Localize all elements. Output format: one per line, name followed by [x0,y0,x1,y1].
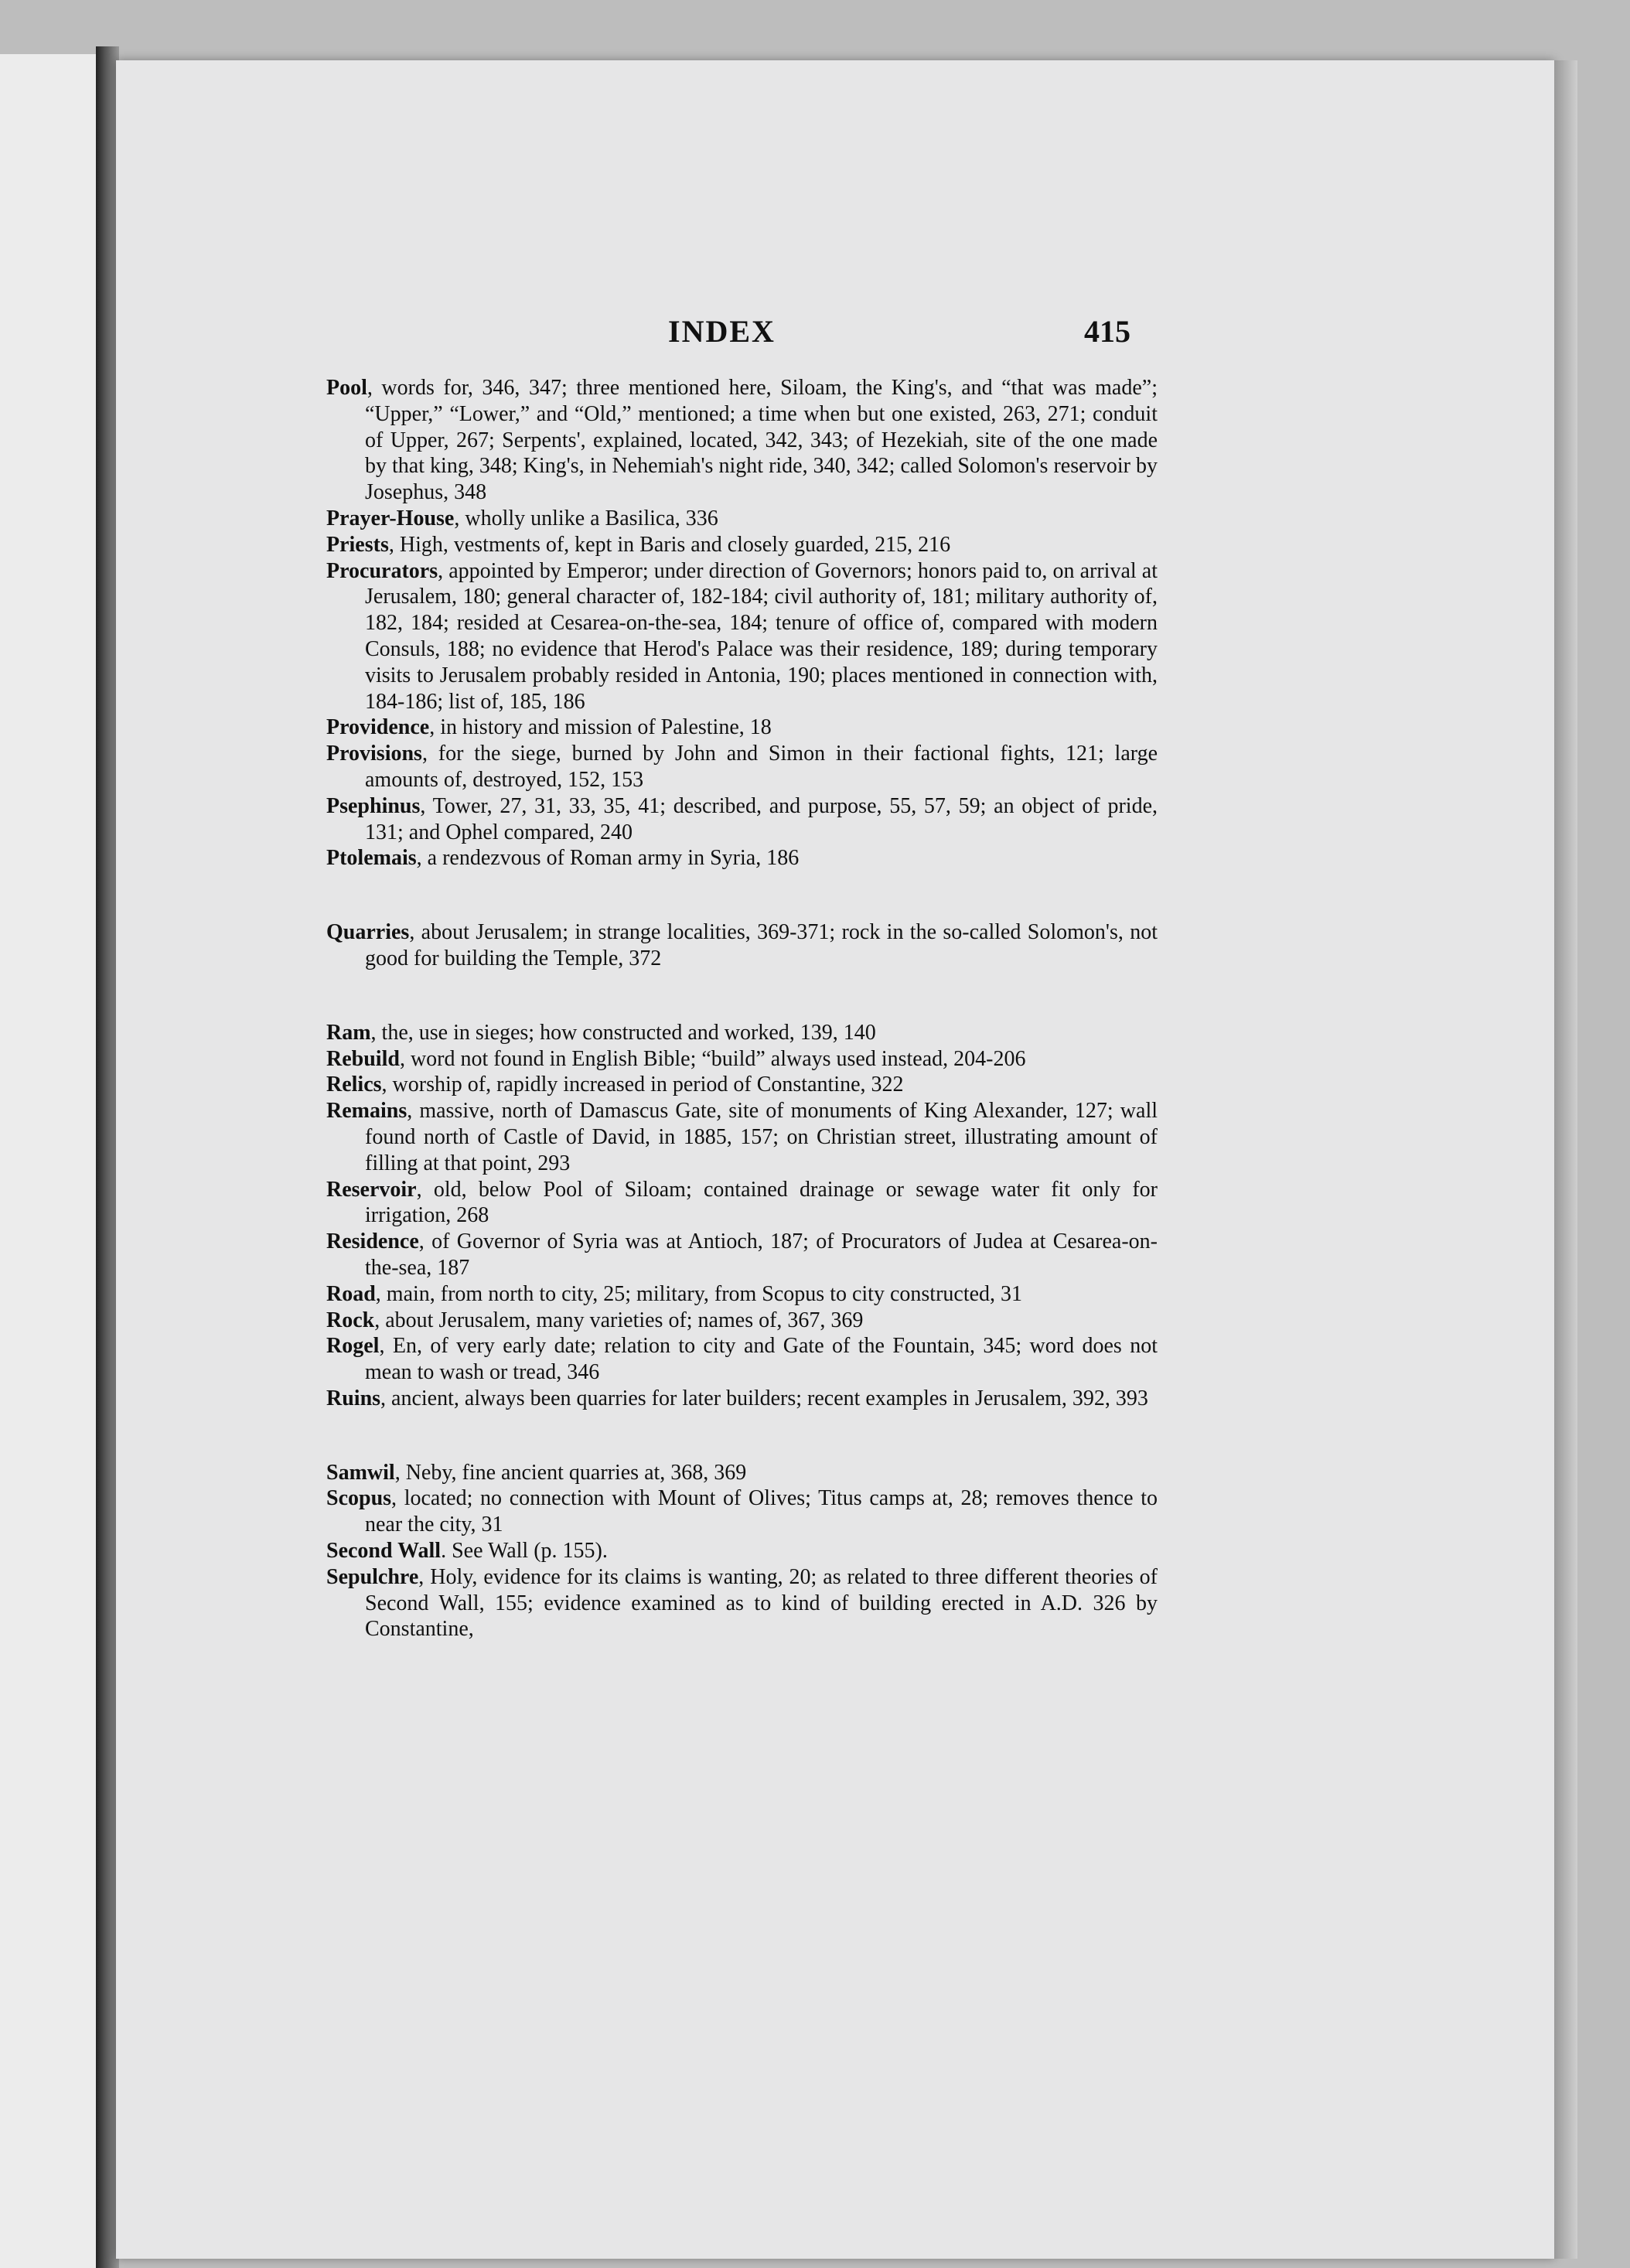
index-entry [326,1386,1158,1412]
index-list [326,375,1158,1642]
index-entry [326,1281,1158,1308]
index-entry [326,845,1158,871]
index-term: Samwil [326,1460,395,1485]
index-references: , En, of very early date; relation to city and Gate of the Fountain, 345; word does not mean to wash or tread, 346 [365,1334,1158,1385]
index-references: , of Governor of Syria was at Antioch, 187; of Procurators of Judea at Cesarea-on-the-sea, 187 [365,1229,1158,1280]
index-references: , about Jerusalem; in strange localities, 369-371; rock in the so-called Solomon's, not good for building the Temple, 372 [365,920,1158,970]
index-term: Ruins [326,1386,381,1410]
index-references: , massive, north of Damascus Gate, site of monuments of King Alexander, 127; wall found north of Castle of David, in 1885, 157; on Christian street, illustrating amount of filling at that point, 293 [365,1099,1158,1175]
index-term: Psephinus [326,793,421,818]
index-references: , ancient, always been quarries for later builders; recent examples in Jerusalem, 392, 393 [380,1386,1148,1410]
index-entry [326,375,1158,506]
letter-group [326,1460,1158,1643]
index-term: Remains [326,1099,408,1124]
index-entry [326,1229,1158,1281]
index-references: . See Wall (p. 155). [441,1539,608,1564]
index-entry [326,1333,1158,1386]
index-term: Ptolemais [326,846,417,871]
page-title: INDEX [668,314,776,349]
index-term: Ram [326,1020,371,1045]
index-term: Road [326,1281,376,1306]
index-references: , about Jerusalem, many varieties of; names of, 367, 369 [374,1308,864,1332]
index-term: Sepulchre [326,1564,419,1589]
index-references: , Tower, 27, 31, 33, 35, 41; described, and purpose, 55, 57, 59; an object of pride, 131; and Ophel compared, 240 [365,793,1158,844]
index-references: , main, from north to city, 25; military, from Scopus to city constructed, 31 [375,1281,1023,1306]
index-entry [326,793,1158,846]
index-references: , the, use in sieges; how constructed and worked, 139, 140 [370,1020,876,1045]
index-entry [326,1308,1158,1334]
page-stack-edge [1554,60,1577,2259]
index-references: , a rendezvous of Roman army in Syria, 186 [416,846,800,871]
index-references: , in history and mission of Palestine, 18 [429,715,772,740]
index-entry [326,1098,1158,1176]
index-references: , word not found in English Bible; “build” always used instead, 204-206 [399,1046,1026,1071]
index-entry [326,1538,1158,1564]
index-references: , worship of, rapidly increased in period of Constantine, 322 [381,1073,904,1097]
letter-group-gap [326,972,1158,1020]
index-term: Prayer-House [326,506,455,530]
letter-group [326,1020,1158,1412]
index-term: Rogel [326,1334,380,1359]
index-term: Rock [326,1308,375,1332]
index-entry [326,1460,1158,1486]
index-term: Procurators [326,558,438,583]
index-entry [326,1046,1158,1073]
index-entry [326,1072,1158,1098]
index-entry [326,1485,1158,1538]
index-term: Residence [326,1229,419,1254]
index-entry [326,506,1158,532]
letter-group-gap [326,1412,1158,1460]
index-term: Rebuild [326,1046,400,1071]
index-entry [326,741,1158,793]
index-entry [326,715,1158,741]
page-number: 415 [1084,314,1130,349]
page-header [326,313,1130,360]
index-entry [326,1564,1158,1642]
index-references: , wholly unlike a Basilica, 336 [454,506,718,530]
index-term: Pool [326,376,367,400]
index-references: , Neby, fine ancient quarries at, 368, 369 [394,1460,747,1485]
letter-group [326,375,1158,871]
index-references: , located; no connection with Mount of Olives; Titus camps at, 28; removes thence to near the city, 31 [365,1486,1158,1537]
letter-group-gap [326,871,1158,919]
index-references: , words for, 346, 347; three mentioned here, Siloam, the King's, and “that was made”; “Upper,” “Lower,” and “Old,” mentioned; a time when but one existed, 263, 271; conduit of Upper, 267; Serpents', explained, located, 342, 343; of Hezekiah, site of the one made by that king, 348; King's, in Nehemiah's night ride, 340, 342; called Solomon's reservoir by Josephus, 348 [365,376,1158,505]
index-term: Reservoir [326,1177,417,1202]
index-term: Provisions [326,742,422,766]
index-references: , for the siege, burned by John and Simon in their factional fights, 121; large amounts of, destroyed, 152, 153 [365,742,1158,792]
letter-group [326,919,1158,972]
index-entry [326,558,1158,715]
facing-page-edge [0,54,108,2268]
index-entry [326,532,1158,558]
index-references: , old, below Pool of Siloam; contained drainage or sewage water fit only for irrigation, 268 [365,1177,1158,1228]
index-term: Second Wall [326,1539,442,1564]
index-term: Priests [326,532,389,557]
index-term: Providence [326,715,430,740]
index-entry [326,1177,1158,1229]
index-entry [326,1020,1158,1046]
index-term: Relics [326,1073,382,1097]
index-references: , High, vestments of, kept in Baris and closely guarded, 215, 216 [388,532,951,557]
index-term: Quarries [326,920,410,945]
index-references: , appointed by Emperor; under direction of Governors; honors paid to, on arrival at Jerusalem, 180; general character of, 182-184; civil authority of, 181; military authority of, 182, 184; resided at Cesarea-on-the-sea, 184; tenure of office of, compared with modern Consuls, 188; no evidence that Herod's Palace was their residence, 189; during temporary visits to Jerusalem probably resided in Antonia, 190; places mentioned in connection with, 184-186; list of, 185, 186 [365,558,1158,714]
index-references: , Holy, evidence for its claims is wanting, 20; as related to three different theories of Second Wall, 155; evidence examined as to kind of building erected in A.D. 326 by Constantine, [365,1564,1158,1642]
index-entry [326,919,1158,972]
index-term: Scopus [326,1486,392,1511]
